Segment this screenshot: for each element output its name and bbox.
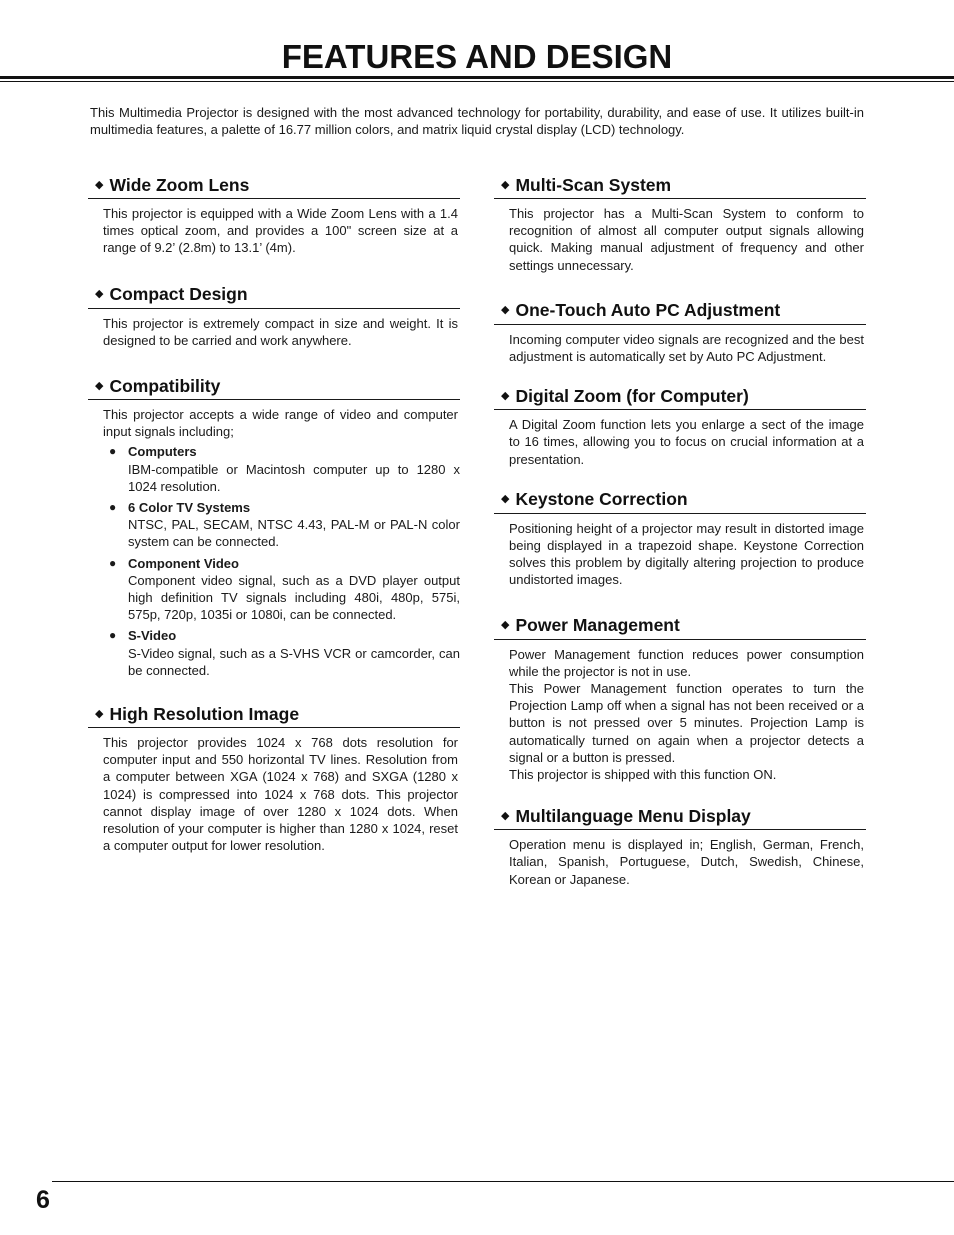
- section-auto-pc-adjustment: [494, 298, 866, 365]
- dot-bullet-icon: ●: [109, 444, 117, 459]
- section-compatibility: [88, 373, 460, 679]
- left-column: [88, 172, 460, 854]
- diamond-bullet-icon: ◆: [501, 809, 510, 822]
- diamond-bullet-icon: ◆: [501, 389, 510, 402]
- section-digital-zoom: [494, 383, 866, 468]
- item-title: Component Video: [128, 555, 239, 571]
- heading-text: Power Management: [515, 615, 680, 636]
- power-para-3: This projector is shipped with this function ON.: [509, 767, 777, 783]
- item-text: Component video signal, such as a DVD player output high definition TV signals including 480i, 480p, 575i, 575p, 720p, 1035i or 1080i, can be connected.: [128, 572, 460, 623]
- heading-text: High Resolution Image: [109, 703, 300, 724]
- section-power-management: [494, 613, 866, 784]
- list-item: [88, 627, 460, 679]
- heading-text: Multilanguage Menu Display: [515, 805, 751, 826]
- dot-bullet-icon: ●: [109, 628, 117, 643]
- section-heading: [88, 373, 460, 400]
- section-body: Positioning height of a projector may result in distorted image being displayed in a trapezoid shape. Keystone Correction solves this problem by digitally altering projection to produce undistorted images.: [509, 520, 864, 588]
- section-body: [88, 400, 460, 440]
- heading-text: Compact Design: [109, 284, 248, 305]
- section-heading: [88, 282, 460, 309]
- page-title: FEATURES AND DESIGN: [281, 38, 673, 75]
- list-item: [88, 555, 460, 624]
- section-body: [494, 640, 866, 784]
- section-compact-design: [88, 282, 460, 349]
- section-heading: [494, 298, 866, 325]
- section-body: This projector has a Multi-Scan System to conform to recognition of almost all computer output signals allowing quick. Making manual adjustment of frequency and other settings unnecessary.: [509, 206, 864, 273]
- title-rule-thin: [0, 81, 954, 82]
- right-column: [494, 172, 866, 888]
- title-rule: [0, 76, 954, 79]
- power-para-1: Power Management function reduces power consumption while the projector is not in use.: [509, 646, 864, 679]
- diamond-bullet-icon: ◆: [95, 178, 104, 191]
- section-heading: [494, 487, 866, 514]
- compat-list: [88, 443, 460, 679]
- item-title: S-Video: [128, 628, 177, 644]
- item-title: Computers: [128, 444, 197, 460]
- section-body: A Digital Zoom function lets you enlarge a sect of the image to 16 times, allowing you to focus on crucial information at a presentation.: [509, 417, 864, 467]
- diamond-bullet-icon: ◆: [501, 304, 510, 317]
- heading-text: Compatibility: [109, 375, 221, 396]
- section-heading: [494, 383, 866, 410]
- diamond-bullet-icon: ◆: [95, 707, 104, 720]
- dot-bullet-icon: ●: [109, 500, 117, 515]
- item-text: NTSC, PAL, SECAM, NTSC 4.43, PAL-M or PAL-N color system can be connected.: [128, 517, 460, 550]
- section-heading: [88, 701, 460, 728]
- list-item: [88, 499, 460, 551]
- heading-text: Multi-Scan System: [515, 174, 672, 195]
- section-body: This projector provides 1024 x 768 dots resolution for computer input and 550 horizontal TV lines. Resolution from a computer between XGA (1024 x 768) and SXGA (1280 x 1024) is compressed into 1024 x 768 dots. This projector cannot display image of over 1280 x 1024 dots. When resolution of your computer is higher than 1280 x 1024, reset a computer output for lower resolution.: [103, 735, 458, 854]
- page-number: 6: [36, 1186, 50, 1214]
- heading-text: Keystone Correction: [515, 489, 688, 510]
- footer-rule: [52, 1181, 954, 1182]
- power-para-2: This Power Management function operates to turn the Projection Lamp off when a signal has not been received or a button is not pressed over 5 minutes. Projection Lamp is automatically turned on again when a projector detects a signal or a button is pressed.: [509, 681, 864, 765]
- section-wide-zoom-lens: [88, 172, 460, 257]
- section-body: This projector is extremely compact in size and weight. It is designed to be carried and work anywhere.: [103, 315, 458, 348]
- item-text: IBM-compatible or Macintosh computer up to 1280 x 1024 resolution.: [128, 461, 460, 494]
- diamond-bullet-icon: ◆: [501, 178, 510, 191]
- section-heading: [494, 613, 866, 640]
- section-body: This projector is equipped with a Wide Zoom Lens with a 1.4 times optical zoom, and provides a 100" screen size at a range of 9.2’ (2.8m) to 13.1’ (4m).: [103, 206, 458, 256]
- item-text: S-Video signal, such as a S-VHS VCR or camcorder, can be connected.: [128, 645, 460, 678]
- diamond-bullet-icon: ◆: [95, 288, 104, 301]
- intro-paragraph: This Multimedia Projector is designed with the most advanced technology for portability, durability, and ease of use. It utilizes built-in multimedia features, a palette of 16.77 million colors, and matrix liquid crystal display (LCD) technology.: [90, 105, 864, 137]
- item-title: 6 Color TV Systems: [128, 500, 251, 516]
- section-heading: [494, 172, 866, 199]
- heading-text: Wide Zoom Lens: [109, 174, 250, 195]
- diamond-bullet-icon: ◆: [501, 493, 510, 506]
- list-item: [88, 443, 460, 495]
- section-multi-scan-system: [494, 172, 866, 274]
- section-body: Operation menu is displayed in; English, German, French, Italian, Spanish, Portuguese, Dutch, Swedish, Chinese, Korean or Japanese.: [509, 837, 864, 887]
- section-heading: [88, 172, 460, 199]
- heading-text: Digital Zoom (for Computer): [515, 385, 749, 406]
- dot-bullet-icon: ●: [109, 555, 117, 570]
- diamond-bullet-icon: ◆: [95, 379, 104, 392]
- section-body: Incoming computer video signals are recognized and the best adjustment is automatically set by Auto PC Adjustment.: [509, 331, 864, 365]
- diamond-bullet-icon: ◆: [501, 619, 510, 632]
- heading-text: One-Touch Auto PC Adjustment: [515, 300, 781, 321]
- compat-intro: This projector accepts a wide range of video and computer input signals including;: [103, 407, 458, 440]
- section-high-resolution-image: [88, 701, 460, 854]
- section-heading: [494, 803, 866, 830]
- section-multilanguage-menu: [494, 803, 866, 888]
- section-keystone-correction: [494, 487, 866, 589]
